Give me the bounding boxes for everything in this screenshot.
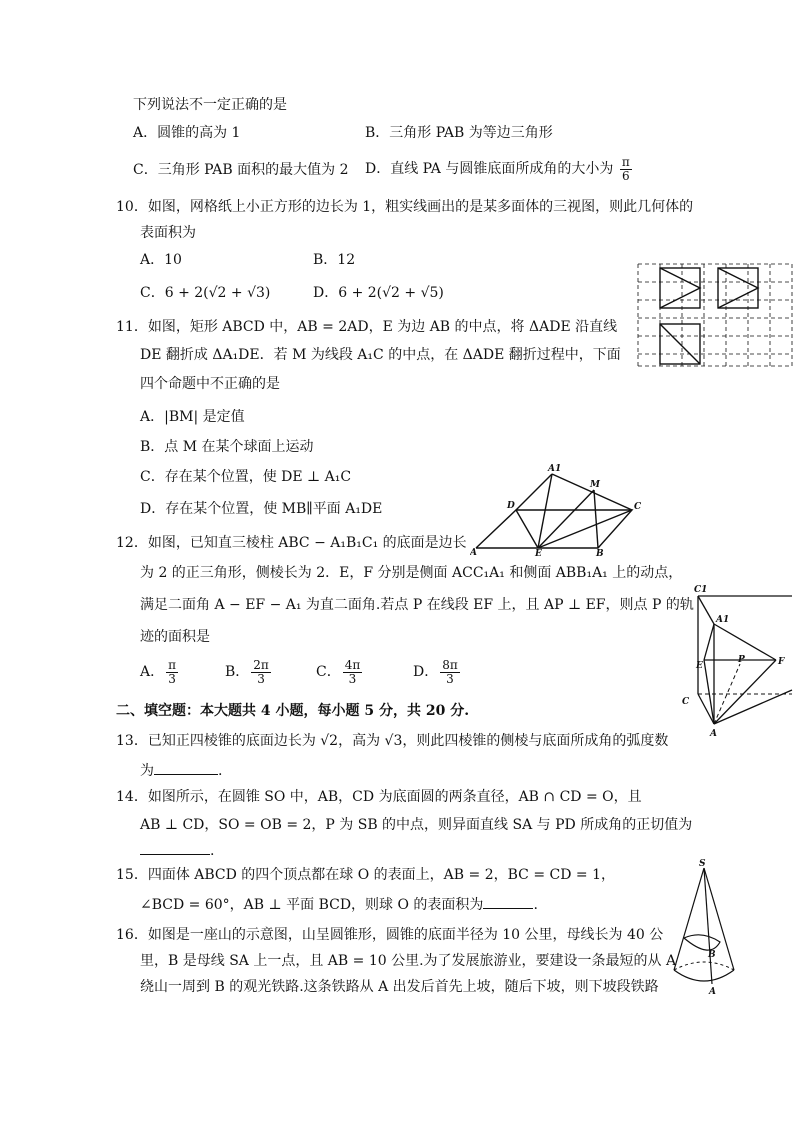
q14-line2: AB ⊥ CD，SO = OB = 2，P 为 SB 的中点，则异面直线 SA 与 PD 所成角的正切值为: [140, 817, 693, 833]
q10-option-d: D．6 + 2(√2 + √5): [313, 285, 444, 301]
q16-line2: 里，B 是母线 SA 上一点，且 AB = 10 公里.为了发展旅游业，要建设一条最短的从 A: [140, 953, 677, 969]
q10-option-b: B．12: [313, 252, 356, 268]
q12-option-c: [316, 656, 364, 688]
q12-line1: 12．如图，已知直三棱柱 ABC − A₁B₁C₁ 的底面是边长: [116, 535, 467, 551]
q12-prism-figure: [678, 580, 794, 738]
q13-line2: 为 .: [140, 763, 223, 779]
q12-label-p: P: [738, 655, 745, 665]
q13-answer-blank: [154, 774, 218, 775]
q9-option-a: A．圆锥的高为 1: [133, 125, 241, 141]
q14-line1: 14．如图所示，在圆锥 SO 中，AB，CD 为底面圆的两条直径，AB ∩ CD = O，且: [116, 789, 642, 805]
q11-label-e: E: [535, 549, 542, 556]
q12-option-b: [225, 656, 273, 688]
q12-label-f: F: [778, 657, 785, 667]
section-fill-in-heading: 二、填空题：本大题共 4 小题，每小题 5 分，共 20 分.: [116, 703, 470, 719]
q11-folding-figure: [470, 462, 648, 556]
q12-b-fraction: [251, 659, 271, 686]
q12-label-a1: A1: [716, 615, 730, 625]
q11-label-a1: A1: [548, 464, 562, 474]
q11-option-a: A．|BM| 是定值: [140, 409, 245, 425]
q12-a-fraction: [166, 659, 178, 686]
q12-a-den: 3: [168, 671, 176, 686]
q10-line1: 10．如图，网格纸上小正方形的边长为 1，粗实线画出的是某多面体的三视图，则此几何体的: [116, 199, 694, 215]
q11-line2: DE 翻折成 ΔA₁DE．若 M 为线段 A₁C 的中点，在 ΔADE 翻折过程中，下面: [140, 347, 621, 363]
q11-label-m: M: [590, 480, 600, 490]
q12-b-num: 2π: [253, 657, 269, 672]
q12-option-a: [140, 656, 180, 688]
q11-option-b: B．点 M 在某个球面上运动: [140, 439, 314, 455]
q9-stem: 下列说法不一定正确的是: [133, 97, 287, 113]
q12-line4: 迹的面积是: [140, 629, 210, 645]
q11-label-b: B: [596, 549, 604, 556]
q11-label-a: A: [470, 548, 477, 556]
q16-label-a: A: [709, 987, 716, 996]
q11-label-c: C: [634, 502, 642, 512]
q16-line1: 16．如图是一座山的示意图，山呈圆锥形，圆锥的底面半径为 10 公里，母线长为 40 公: [116, 927, 664, 943]
q10-line2: 表面积为: [140, 225, 196, 241]
q15-line1: 15．四面体 ABCD 的四个顶点都在球 O 的表面上，AB = 2，BC = CD = 1，: [116, 867, 615, 883]
q16-cone-figure: [668, 856, 740, 996]
q15-line2: ∠BCD = 60°，AB ⊥ 平面 BCD，则球 O 的表面积为 .: [140, 897, 538, 913]
q9-option-d-text: D．直线 PA 与圆锥底面所成角的大小为: [365, 161, 614, 177]
q9-option-b: B．三角形 PAB 为等边三角形: [365, 125, 553, 141]
q11-option-d: D．存在某个位置，使 MB∥平面 A₁DE: [140, 501, 383, 517]
q10-option-a: A．10: [140, 252, 182, 268]
q11-line1: 11．如图，矩形 ABCD 中，AB = 2AD，E 为边 AB 的中点，将 ΔADE 沿直线: [116, 319, 618, 335]
q12-c-prefix: C．: [316, 664, 341, 680]
q10-three-view-figure: [636, 262, 794, 368]
q16-line3: 绕山一周到 B 的观光铁路.这条铁路从 A 出发后首先上坡，随后下坡，则下坡段铁路: [140, 979, 659, 995]
q9-option-c: C．三角形 PAB 面积的最大值为 2: [133, 162, 349, 178]
q15-answer-blank: [483, 908, 533, 909]
q12-b-prefix: B．: [225, 664, 250, 680]
q9-option-d-fraction: [620, 156, 632, 183]
q15-line2-text: ∠BCD = 60°，AB ⊥ 平面 BCD，则球 O 的表面积为: [140, 897, 484, 913]
q12-d-num: 8π: [442, 657, 458, 672]
q12-d-prefix: D．: [413, 664, 439, 680]
q12-label-c1: C1: [694, 585, 708, 595]
q12-label-a: A: [710, 729, 717, 738]
q12-label-e: E: [696, 661, 703, 671]
q14-line3: .: [140, 842, 214, 860]
q12-option-d: [413, 656, 462, 688]
q12-b-den: 3: [257, 671, 265, 686]
q12-d-den: 3: [446, 671, 454, 686]
q13-line1: 13．已知正四棱锥的底面边长为 √2，高为 √3，则此四棱锥的侧棱与底面所成角的弧度数: [116, 733, 669, 749]
q11-label-d: D: [507, 501, 515, 511]
q10-option-c: C．6 + 2(√2 + √3): [140, 285, 271, 301]
q12-c-fraction: [343, 659, 363, 686]
q9-d-numerator: π: [621, 154, 630, 169]
q12-line3: 满足二面角 A − EF − A₁ 为直二面角.若点 P 在线段 EF 上，且 AP ⊥ EF，则点 P 的轨: [140, 597, 694, 613]
q12-a-prefix: A．: [140, 664, 165, 680]
q12-label-c: C: [682, 697, 690, 707]
q9-option-d: [365, 154, 634, 184]
q13-line2-text: 为: [140, 763, 154, 779]
q12-d-fraction: [440, 659, 460, 686]
q16-label-b: B: [708, 950, 716, 960]
q11-line3: 四个命题中不正确的是: [140, 376, 280, 392]
q12-a-num: π: [168, 657, 177, 672]
q9-d-denominator: 6: [621, 168, 630, 183]
q12-c-num: 4π: [344, 657, 361, 672]
q11-option-c: C．存在某个位置，使 DE ⊥ A₁C: [140, 469, 352, 485]
q12-c-den: 3: [348, 671, 357, 686]
q14-answer-blank: [140, 854, 210, 855]
q12-line2: 为 2 的正三角形，侧棱长为 2．E，F 分别是侧面 ACC₁A₁ 和侧面 ABB₁A₁ 上的动点，: [140, 565, 683, 581]
q16-label-s: S: [699, 859, 706, 869]
